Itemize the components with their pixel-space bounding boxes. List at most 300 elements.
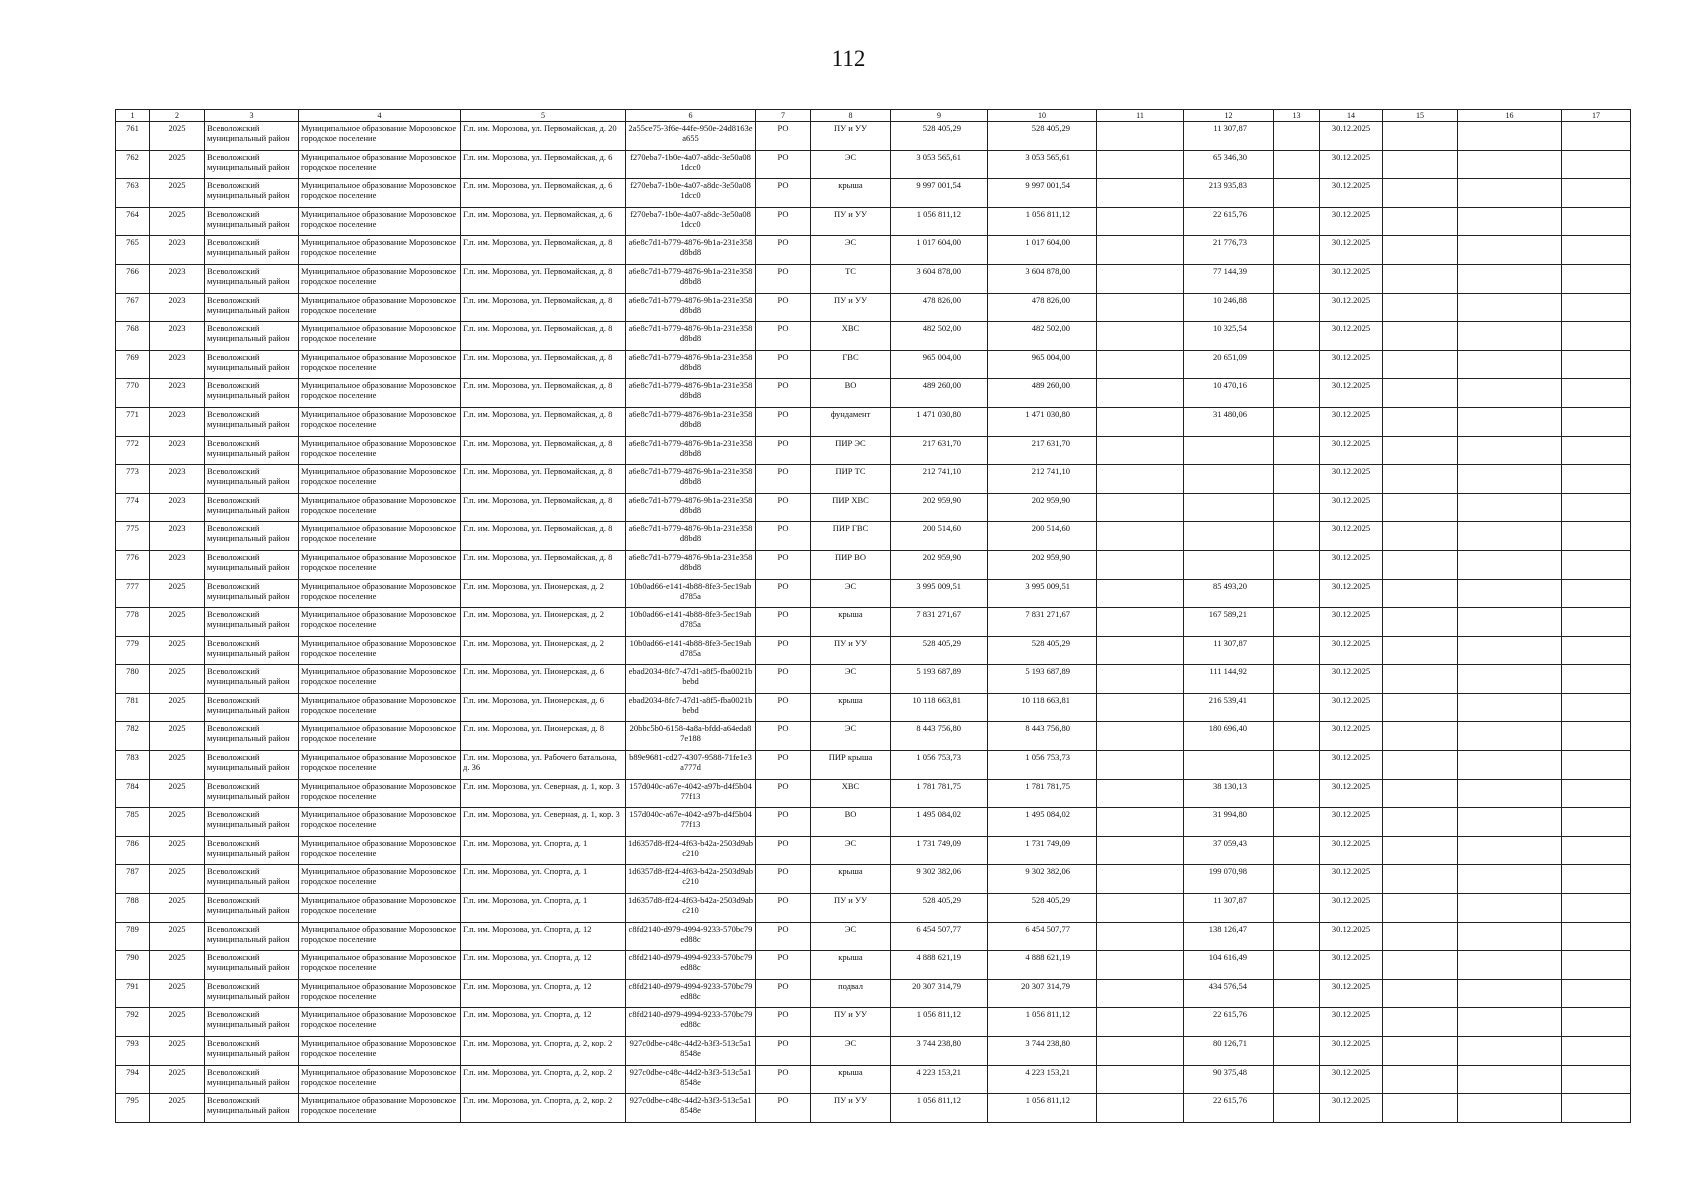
cell-row-number: 776 bbox=[116, 550, 150, 579]
cell-col-17 bbox=[1562, 436, 1631, 465]
cell-col-15 bbox=[1383, 693, 1458, 722]
cell-col-17 bbox=[1562, 951, 1631, 980]
cell-house-guid: f270eba7-1b0e-4a07-a8dc-3e50a081dcc0 bbox=[626, 179, 756, 208]
cell-col-13 bbox=[1274, 493, 1320, 522]
cell-col-12: 65 346,30 bbox=[1184, 150, 1274, 179]
cell-deadline: 30.12.2025 bbox=[1320, 264, 1383, 293]
cell-col-12: 11 307,87 bbox=[1184, 122, 1274, 151]
cell-fund-cost: 7 831 271,67 bbox=[988, 608, 1097, 637]
cell-deadline: 30.12.2025 bbox=[1320, 436, 1383, 465]
cell-col-12: 104 616,49 bbox=[1184, 951, 1274, 980]
cell-house-guid: a6e8c7d1-b779-4876-9b1a-231e358d8bd8 bbox=[626, 293, 756, 322]
cell-fund-cost: 20 307 314,79 bbox=[988, 979, 1097, 1008]
table-row bbox=[116, 322, 1631, 351]
cell-year: 2025 bbox=[150, 1037, 205, 1066]
cell-col-17 bbox=[1562, 779, 1631, 808]
cell-municipality: Муниципальное образование Морозовское городское поселение bbox=[299, 493, 461, 522]
cell-work-type: ЭС bbox=[811, 665, 891, 694]
cell-col-12 bbox=[1184, 522, 1274, 551]
cell-district: Всеволожский муниципальный район bbox=[205, 1065, 299, 1094]
cell-address: Г.п. им. Морозова, ул. Первомайская, д. 8 bbox=[461, 436, 626, 465]
cell-program: РО bbox=[756, 407, 811, 436]
cell-district: Всеволожский муниципальный район bbox=[205, 407, 299, 436]
cell-work-type: ПУ и УУ bbox=[811, 1008, 891, 1037]
cell-fund-cost: 1 017 604,00 bbox=[988, 236, 1097, 265]
cell-col-13 bbox=[1274, 979, 1320, 1008]
cell-house-guid: a6e8c7d1-b779-4876-9b1a-231e358d8bd8 bbox=[626, 550, 756, 579]
cell-row-number: 785 bbox=[116, 808, 150, 837]
cell-col-17 bbox=[1562, 236, 1631, 265]
column-header: 11 bbox=[1097, 110, 1184, 122]
cell-fund-cost: 3 995 009,51 bbox=[988, 579, 1097, 608]
cell-district: Всеволожский муниципальный район bbox=[205, 1008, 299, 1037]
table-row bbox=[116, 922, 1631, 951]
cell-col-16 bbox=[1458, 894, 1562, 923]
cell-house-guid: a6e8c7d1-b779-4876-9b1a-231e358d8bd8 bbox=[626, 522, 756, 551]
cell-col-16 bbox=[1458, 865, 1562, 894]
cell-col-11 bbox=[1097, 322, 1184, 351]
cell-col-15 bbox=[1383, 207, 1458, 236]
cell-deadline: 30.12.2025 bbox=[1320, 636, 1383, 665]
column-header: 8 bbox=[811, 110, 891, 122]
cell-program: РО bbox=[756, 865, 811, 894]
cell-deadline: 30.12.2025 bbox=[1320, 207, 1383, 236]
cell-program: РО bbox=[756, 979, 811, 1008]
cell-col-17 bbox=[1562, 465, 1631, 494]
cell-col-16 bbox=[1458, 322, 1562, 351]
cell-work-type: ПИР крыша bbox=[811, 751, 891, 780]
cell-district: Всеволожский муниципальный район bbox=[205, 179, 299, 208]
cell-col-16 bbox=[1458, 722, 1562, 751]
cell-district: Всеволожский муниципальный район bbox=[205, 951, 299, 980]
cell-program: РО bbox=[756, 608, 811, 637]
table-row bbox=[116, 207, 1631, 236]
cell-col-11 bbox=[1097, 808, 1184, 837]
cell-col-12 bbox=[1184, 436, 1274, 465]
cell-col-13 bbox=[1274, 207, 1320, 236]
cell-deadline: 30.12.2025 bbox=[1320, 122, 1383, 151]
cell-program: РО bbox=[756, 779, 811, 808]
cell-house-guid: a6e8c7d1-b779-4876-9b1a-231e358d8bd8 bbox=[626, 407, 756, 436]
cell-municipality: Муниципальное образование Морозовское городское поселение bbox=[299, 979, 461, 1008]
cell-col-12: 216 539,41 bbox=[1184, 693, 1274, 722]
cell-col-15 bbox=[1383, 350, 1458, 379]
cell-col-16 bbox=[1458, 751, 1562, 780]
cell-year: 2025 bbox=[150, 150, 205, 179]
cell-col-16 bbox=[1458, 236, 1562, 265]
cell-year: 2025 bbox=[150, 1065, 205, 1094]
cell-house-guid: b89e9681-cd27-4307-9588-71fe1e3a777d bbox=[626, 751, 756, 780]
cell-col-11 bbox=[1097, 350, 1184, 379]
cell-program: РО bbox=[756, 350, 811, 379]
cell-address: Г.п. им. Морозова, ул. Спорта, д. 2, кор. 2 bbox=[461, 1094, 626, 1123]
cell-year: 2025 bbox=[150, 836, 205, 865]
cell-year: 2023 bbox=[150, 293, 205, 322]
cell-fund-cost: 489 260,00 bbox=[988, 379, 1097, 408]
cell-row-number: 791 bbox=[116, 979, 150, 1008]
cell-col-11 bbox=[1097, 922, 1184, 951]
cell-col-11 bbox=[1097, 1065, 1184, 1094]
cell-year: 2023 bbox=[150, 264, 205, 293]
cell-municipality: Муниципальное образование Морозовское городское поселение bbox=[299, 379, 461, 408]
cell-deadline: 30.12.2025 bbox=[1320, 836, 1383, 865]
cell-col-16 bbox=[1458, 808, 1562, 837]
cell-col-15 bbox=[1383, 979, 1458, 1008]
cell-col-13 bbox=[1274, 1094, 1320, 1123]
cell-col-12: 10 470,16 bbox=[1184, 379, 1274, 408]
cell-municipality: Муниципальное образование Морозовское городское поселение bbox=[299, 1037, 461, 1066]
cell-municipality: Муниципальное образование Морозовское городское поселение bbox=[299, 179, 461, 208]
cell-municipality: Муниципальное образование Морозовское городское поселение bbox=[299, 865, 461, 894]
cell-col-12: 22 615,76 bbox=[1184, 207, 1274, 236]
header-row bbox=[116, 110, 1631, 122]
cell-address: Г.п. им. Морозова, ул. Первомайская, д. 8 bbox=[461, 522, 626, 551]
cell-municipality: Муниципальное образование Морозовское городское поселение bbox=[299, 808, 461, 837]
cell-col-17 bbox=[1562, 322, 1631, 351]
cell-work-type: крыша bbox=[811, 608, 891, 637]
cell-col-15 bbox=[1383, 922, 1458, 951]
cell-house-guid: 157d040c-a67e-4042-a97b-d4f5b0477f13 bbox=[626, 779, 756, 808]
cell-year: 2023 bbox=[150, 522, 205, 551]
cell-district: Всеволожский муниципальный район bbox=[205, 1037, 299, 1066]
cell-house-guid: 927c0dbe-c48c-44d2-b3f3-513c5a18548e bbox=[626, 1094, 756, 1123]
cell-col-11 bbox=[1097, 722, 1184, 751]
column-header: 15 bbox=[1383, 110, 1458, 122]
cell-col-11 bbox=[1097, 436, 1184, 465]
cell-address: Г.п. им. Морозова, ул. Первомайская, д. 8 bbox=[461, 493, 626, 522]
cell-row-number: 784 bbox=[116, 779, 150, 808]
cell-col-12: 38 130,13 bbox=[1184, 779, 1274, 808]
cell-work-type: ПУ и УУ bbox=[811, 122, 891, 151]
cell-house-guid: 1d6357d8-ff24-4f63-b42a-2503d9abc210 bbox=[626, 865, 756, 894]
cell-total-cost: 217 631,70 bbox=[891, 436, 988, 465]
cell-house-guid: 1d6357d8-ff24-4f63-b42a-2503d9abc210 bbox=[626, 894, 756, 923]
cell-program: РО bbox=[756, 751, 811, 780]
table-row bbox=[116, 865, 1631, 894]
cell-address: Г.п. им. Морозова, ул. Первомайская, д. 8 bbox=[461, 322, 626, 351]
cell-address: Г.п. им. Морозова, ул. Рабочего батальона, д. 36 bbox=[461, 751, 626, 780]
cell-col-15 bbox=[1383, 493, 1458, 522]
cell-house-guid: a6e8c7d1-b779-4876-9b1a-231e358d8bd8 bbox=[626, 379, 756, 408]
cell-program: РО bbox=[756, 951, 811, 980]
cell-address: Г.п. им. Морозова, ул. Спорта, д. 12 bbox=[461, 979, 626, 1008]
cell-col-17 bbox=[1562, 579, 1631, 608]
cell-col-16 bbox=[1458, 264, 1562, 293]
cell-year: 2025 bbox=[150, 665, 205, 694]
table-row bbox=[116, 693, 1631, 722]
cell-col-17 bbox=[1562, 665, 1631, 694]
cell-col-17 bbox=[1562, 122, 1631, 151]
cell-program: РО bbox=[756, 579, 811, 608]
cell-deadline: 30.12.2025 bbox=[1320, 1008, 1383, 1037]
cell-total-cost: 1 781 781,75 bbox=[891, 779, 988, 808]
cell-fund-cost: 1 781 781,75 bbox=[988, 779, 1097, 808]
cell-col-16 bbox=[1458, 1065, 1562, 1094]
cell-house-guid: ebad2034-8fc7-47d1-a8f5-fba0021bbebd bbox=[626, 665, 756, 694]
column-header: 14 bbox=[1320, 110, 1383, 122]
cell-year: 2023 bbox=[150, 465, 205, 494]
page-number: 112 bbox=[831, 46, 866, 71]
table-row bbox=[116, 951, 1631, 980]
cell-district: Всеволожский муниципальный район bbox=[205, 207, 299, 236]
cell-col-11 bbox=[1097, 865, 1184, 894]
cell-col-17 bbox=[1562, 894, 1631, 923]
cell-district: Всеволожский муниципальный район bbox=[205, 236, 299, 265]
cell-col-15 bbox=[1383, 1008, 1458, 1037]
cell-col-17 bbox=[1562, 179, 1631, 208]
cell-col-11 bbox=[1097, 550, 1184, 579]
column-header: 1 bbox=[116, 110, 150, 122]
cell-col-17 bbox=[1562, 293, 1631, 322]
cell-col-17 bbox=[1562, 836, 1631, 865]
column-header: 3 bbox=[205, 110, 299, 122]
cell-col-11 bbox=[1097, 579, 1184, 608]
cell-municipality: Муниципальное образование Морозовское городское поселение bbox=[299, 407, 461, 436]
cell-fund-cost: 528 405,29 bbox=[988, 122, 1097, 151]
cell-work-type: ПУ и УУ bbox=[811, 894, 891, 923]
cell-col-12 bbox=[1184, 550, 1274, 579]
cell-row-number: 783 bbox=[116, 751, 150, 780]
cell-fund-cost: 8 443 756,80 bbox=[988, 722, 1097, 751]
cell-col-11 bbox=[1097, 1008, 1184, 1037]
cell-col-12: 10 325,54 bbox=[1184, 322, 1274, 351]
cell-col-13 bbox=[1274, 522, 1320, 551]
cell-col-13 bbox=[1274, 1008, 1320, 1037]
cell-col-17 bbox=[1562, 693, 1631, 722]
cell-year: 2025 bbox=[150, 922, 205, 951]
cell-col-16 bbox=[1458, 922, 1562, 951]
cell-row-number: 769 bbox=[116, 350, 150, 379]
cell-work-type: ПУ и УУ bbox=[811, 207, 891, 236]
cell-year: 2023 bbox=[150, 436, 205, 465]
cell-row-number: 789 bbox=[116, 922, 150, 951]
cell-row-number: 779 bbox=[116, 636, 150, 665]
cell-col-13 bbox=[1274, 465, 1320, 494]
cell-program: РО bbox=[756, 1065, 811, 1094]
cell-district: Всеволожский муниципальный район bbox=[205, 979, 299, 1008]
cell-col-17 bbox=[1562, 636, 1631, 665]
cell-col-11 bbox=[1097, 493, 1184, 522]
cell-col-17 bbox=[1562, 1094, 1631, 1123]
cell-work-type: ПИР ЭС bbox=[811, 436, 891, 465]
cell-municipality: Муниципальное образование Морозовское городское поселение bbox=[299, 1065, 461, 1094]
cell-work-type: ЭС bbox=[811, 579, 891, 608]
cell-deadline: 30.12.2025 bbox=[1320, 808, 1383, 837]
cell-municipality: Муниципальное образование Морозовское городское поселение bbox=[299, 293, 461, 322]
cell-program: РО bbox=[756, 1094, 811, 1123]
table-row bbox=[116, 350, 1631, 379]
cell-deadline: 30.12.2025 bbox=[1320, 693, 1383, 722]
cell-address: Г.п. им. Морозова, ул. Северная, д. 1, кор. 3 bbox=[461, 779, 626, 808]
cell-col-11 bbox=[1097, 665, 1184, 694]
table-row bbox=[116, 407, 1631, 436]
cell-col-16 bbox=[1458, 522, 1562, 551]
cell-col-17 bbox=[1562, 150, 1631, 179]
cell-total-cost: 1 017 604,00 bbox=[891, 236, 988, 265]
cell-col-16 bbox=[1458, 1008, 1562, 1037]
cell-total-cost: 10 118 663,81 bbox=[891, 693, 988, 722]
cell-municipality: Муниципальное образование Морозовское городское поселение bbox=[299, 636, 461, 665]
cell-municipality: Муниципальное образование Морозовское городское поселение bbox=[299, 264, 461, 293]
cell-col-15 bbox=[1383, 836, 1458, 865]
cell-work-type: ХВС bbox=[811, 322, 891, 351]
cell-year: 2025 bbox=[150, 636, 205, 665]
cell-district: Всеволожский муниципальный район bbox=[205, 1094, 299, 1123]
cell-row-number: 765 bbox=[116, 236, 150, 265]
cell-house-guid: a6e8c7d1-b779-4876-9b1a-231e358d8bd8 bbox=[626, 236, 756, 265]
cell-total-cost: 1 495 084,02 bbox=[891, 808, 988, 837]
cell-district: Всеволожский муниципальный район bbox=[205, 865, 299, 894]
table-row bbox=[116, 579, 1631, 608]
cell-work-type: ЭС bbox=[811, 1037, 891, 1066]
cell-deadline: 30.12.2025 bbox=[1320, 751, 1383, 780]
cell-house-guid: f270eba7-1b0e-4a07-a8dc-3e50a081dcc0 bbox=[626, 150, 756, 179]
cell-address: Г.п. им. Морозова, ул. Спорта, д. 12 bbox=[461, 922, 626, 951]
cell-address: Г.п. им. Морозова, ул. Первомайская, д. 8 bbox=[461, 293, 626, 322]
cell-total-cost: 9 997 001,54 bbox=[891, 179, 988, 208]
table-row bbox=[116, 836, 1631, 865]
column-header: 12 bbox=[1184, 110, 1274, 122]
cell-address: Г.п. им. Морозова, ул. Первомайская, д. 8 bbox=[461, 379, 626, 408]
cell-col-11 bbox=[1097, 951, 1184, 980]
cell-program: РО bbox=[756, 1037, 811, 1066]
cell-district: Всеволожский муниципальный район bbox=[205, 379, 299, 408]
cell-municipality: Муниципальное образование Морозовское городское поселение bbox=[299, 722, 461, 751]
cell-col-15 bbox=[1383, 808, 1458, 837]
cell-work-type: ГВС bbox=[811, 350, 891, 379]
cell-col-15 bbox=[1383, 522, 1458, 551]
table-row bbox=[116, 150, 1631, 179]
cell-program: РО bbox=[756, 322, 811, 351]
cell-house-guid: a6e8c7d1-b779-4876-9b1a-231e358d8bd8 bbox=[626, 322, 756, 351]
cell-program: РО bbox=[756, 836, 811, 865]
cell-year: 2025 bbox=[150, 207, 205, 236]
cell-col-16 bbox=[1458, 150, 1562, 179]
cell-year: 2025 bbox=[150, 894, 205, 923]
cell-col-12: 167 589,21 bbox=[1184, 608, 1274, 637]
cell-col-16 bbox=[1458, 379, 1562, 408]
cell-house-guid: 10b0ad66-e141-4b88-8fe3-5ec19abd785a bbox=[626, 636, 756, 665]
cell-municipality: Муниципальное образование Морозовское городское поселение bbox=[299, 579, 461, 608]
cell-row-number: 788 bbox=[116, 894, 150, 923]
cell-col-15 bbox=[1383, 951, 1458, 980]
cell-col-12 bbox=[1184, 465, 1274, 494]
cell-col-13 bbox=[1274, 293, 1320, 322]
cell-row-number: 790 bbox=[116, 951, 150, 980]
cell-fund-cost: 6 454 507,77 bbox=[988, 922, 1097, 951]
cell-fund-cost: 5 193 687,89 bbox=[988, 665, 1097, 694]
cell-col-13 bbox=[1274, 865, 1320, 894]
cell-row-number: 777 bbox=[116, 579, 150, 608]
cell-program: РО bbox=[756, 465, 811, 494]
cell-house-guid: 10b0ad66-e141-4b88-8fe3-5ec19abd785a bbox=[626, 579, 756, 608]
cell-total-cost: 20 307 314,79 bbox=[891, 979, 988, 1008]
cell-total-cost: 528 405,29 bbox=[891, 636, 988, 665]
cell-program: РО bbox=[756, 150, 811, 179]
cell-row-number: 793 bbox=[116, 1037, 150, 1066]
cell-year: 2023 bbox=[150, 407, 205, 436]
cell-municipality: Муниципальное образование Морозовское городское поселение bbox=[299, 894, 461, 923]
cell-house-guid: a6e8c7d1-b779-4876-9b1a-231e358d8bd8 bbox=[626, 436, 756, 465]
column-header: 16 bbox=[1458, 110, 1562, 122]
cell-col-12: 80 126,71 bbox=[1184, 1037, 1274, 1066]
cell-col-12: 90 375,48 bbox=[1184, 1065, 1274, 1094]
column-header: 2 bbox=[150, 110, 205, 122]
cell-address: Г.п. им. Морозова, ул. Первомайская, д. 8 bbox=[461, 264, 626, 293]
table-row bbox=[116, 522, 1631, 551]
cell-address: Г.п. им. Морозова, ул. Пионерская, д. 2 bbox=[461, 636, 626, 665]
cell-address: Г.п. им. Морозова, ул. Северная, д. 1, кор. 3 bbox=[461, 808, 626, 837]
cell-program: РО bbox=[756, 665, 811, 694]
cell-work-type: ЭС bbox=[811, 922, 891, 951]
cell-col-16 bbox=[1458, 1094, 1562, 1123]
cell-col-11 bbox=[1097, 636, 1184, 665]
cell-col-15 bbox=[1383, 465, 1458, 494]
cell-total-cost: 7 831 271,67 bbox=[891, 608, 988, 637]
column-header: 13 bbox=[1274, 110, 1320, 122]
cell-total-cost: 1 471 030,80 bbox=[891, 407, 988, 436]
cell-fund-cost: 4 888 621,19 bbox=[988, 951, 1097, 980]
cell-deadline: 30.12.2025 bbox=[1320, 665, 1383, 694]
cell-total-cost: 528 405,29 bbox=[891, 894, 988, 923]
cell-deadline: 30.12.2025 bbox=[1320, 550, 1383, 579]
cell-work-type: ЭС bbox=[811, 150, 891, 179]
cell-deadline: 30.12.2025 bbox=[1320, 979, 1383, 1008]
cell-total-cost: 212 741,10 bbox=[891, 465, 988, 494]
cell-year: 2025 bbox=[150, 179, 205, 208]
cell-col-16 bbox=[1458, 693, 1562, 722]
table-row bbox=[116, 436, 1631, 465]
cell-col-13 bbox=[1274, 179, 1320, 208]
cell-col-17 bbox=[1562, 979, 1631, 1008]
cell-row-number: 780 bbox=[116, 665, 150, 694]
cell-col-11 bbox=[1097, 150, 1184, 179]
cell-col-13 bbox=[1274, 608, 1320, 637]
cell-program: РО bbox=[756, 636, 811, 665]
cell-municipality: Муниципальное образование Морозовское городское поселение bbox=[299, 207, 461, 236]
cell-row-number: 763 bbox=[116, 179, 150, 208]
cell-col-15 bbox=[1383, 150, 1458, 179]
cell-work-type: ТС bbox=[811, 264, 891, 293]
cell-col-13 bbox=[1274, 722, 1320, 751]
cell-district: Всеволожский муниципальный район bbox=[205, 493, 299, 522]
cell-col-13 bbox=[1274, 951, 1320, 980]
cell-year: 2023 bbox=[150, 236, 205, 265]
cell-house-guid: c8fd2140-d979-4994-9233-570bc79ed88c bbox=[626, 922, 756, 951]
cell-program: РО bbox=[756, 922, 811, 951]
cell-district: Всеволожский муниципальный район bbox=[205, 636, 299, 665]
cell-col-11 bbox=[1097, 608, 1184, 637]
cell-row-number: 761 bbox=[116, 122, 150, 151]
cell-col-15 bbox=[1383, 779, 1458, 808]
cell-col-12: 31 994,80 bbox=[1184, 808, 1274, 837]
cell-house-guid: a6e8c7d1-b779-4876-9b1a-231e358d8bd8 bbox=[626, 465, 756, 494]
cell-address: Г.п. им. Морозова, ул. Спорта, д. 12 bbox=[461, 951, 626, 980]
cell-municipality: Муниципальное образование Морозовское городское поселение bbox=[299, 436, 461, 465]
cell-row-number: 795 bbox=[116, 1094, 150, 1123]
cell-col-16 bbox=[1458, 550, 1562, 579]
cell-row-number: 787 bbox=[116, 865, 150, 894]
cell-district: Всеволожский муниципальный район bbox=[205, 264, 299, 293]
cell-col-11 bbox=[1097, 693, 1184, 722]
cell-address: Г.п. им. Морозова, ул. Спорта, д. 2, кор. 2 bbox=[461, 1037, 626, 1066]
cell-district: Всеволожский муниципальный район bbox=[205, 350, 299, 379]
cell-row-number: 774 bbox=[116, 493, 150, 522]
cell-col-15 bbox=[1383, 264, 1458, 293]
table-row bbox=[116, 665, 1631, 694]
cell-fund-cost: 1 056 753,73 bbox=[988, 751, 1097, 780]
cell-fund-cost: 1 056 811,12 bbox=[988, 1094, 1097, 1123]
